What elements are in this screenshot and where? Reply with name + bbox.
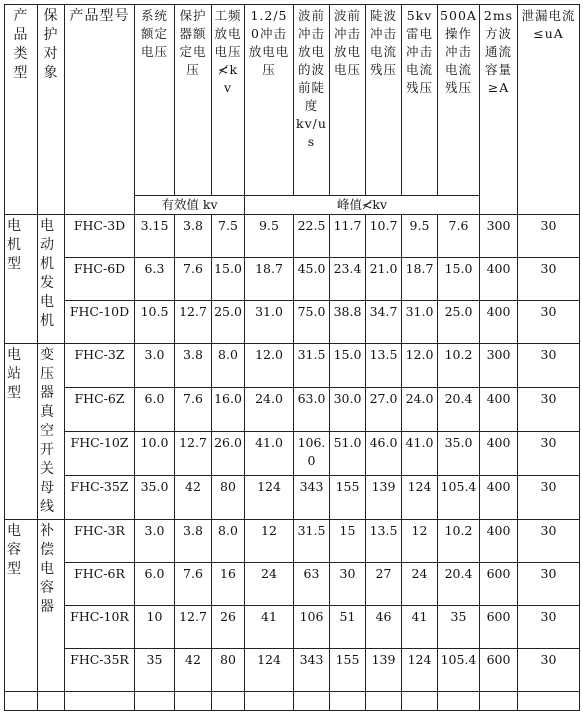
value-cell: 10.5 [135, 301, 175, 344]
value-cell: 300 [480, 215, 518, 258]
header-protection: 保护对象 [38, 5, 65, 215]
value-cell: 106 [294, 606, 330, 649]
empty-cell [480, 692, 518, 711]
value-cell: 20.4 [438, 563, 480, 606]
value-cell: 42 [175, 476, 212, 520]
empty-cell [212, 692, 245, 711]
empty-cell [330, 692, 366, 711]
value-cell: 27.0 [366, 388, 402, 432]
value-cell: 16 [212, 563, 245, 606]
value-cell: 3.8 [175, 215, 212, 258]
header-lightning-residual: 5kv雷电冲击电流残压 [402, 5, 438, 196]
table-row [5, 388, 580, 432]
value-cell: 35.0 [135, 476, 175, 520]
value-cell: 46.0 [366, 432, 402, 476]
model-cell: FHC-6D [65, 258, 135, 301]
value-cell: 155 [330, 476, 366, 520]
product-category: 电机型 [5, 215, 38, 344]
header-wavefront-voltage: 波前冲击放电电压 [330, 5, 366, 196]
header-power-freq: 工频放电电压≮kv [212, 5, 245, 196]
value-cell: 11.7 [330, 215, 366, 258]
table-row [5, 563, 580, 606]
value-cell: 9.5 [245, 215, 294, 258]
value-cell: 10.0 [135, 432, 175, 476]
value-cell: 6.0 [135, 388, 175, 432]
value-cell: 139 [366, 649, 402, 692]
value-cell: 600 [480, 563, 518, 606]
value-cell: 15 [330, 520, 366, 563]
value-cell: 35 [135, 649, 175, 692]
value-cell: 30 [518, 432, 580, 476]
value-cell: 9.5 [402, 215, 438, 258]
value-cell: 16.0 [212, 388, 245, 432]
value-cell: 51.0 [330, 432, 366, 476]
value-cell: 139 [366, 476, 402, 520]
value-cell: 400 [480, 520, 518, 563]
value-cell: 12.7 [175, 432, 212, 476]
value-cell: 18.7 [245, 258, 294, 301]
header-current-capacity: 2ms方波通流容量≥A [480, 5, 518, 215]
protection-target: 电动机发电机 [38, 215, 65, 344]
value-cell: 3.0 [135, 520, 175, 563]
value-cell: 24 [402, 563, 438, 606]
empty-cell [135, 692, 175, 711]
value-cell: 38.8 [330, 301, 366, 344]
value-cell: 15.0 [212, 258, 245, 301]
model-cell: FHC-3Z [65, 344, 135, 388]
value-cell: 106.0 [294, 432, 330, 476]
value-cell: 27 [366, 563, 402, 606]
value-cell: 41.0 [402, 432, 438, 476]
header-leakage: 泄漏电流≤uA [518, 5, 580, 215]
value-cell: 105.4 [438, 476, 480, 520]
value-cell: 12 [245, 520, 294, 563]
value-cell: 30 [518, 215, 580, 258]
value-cell: 41 [402, 606, 438, 649]
value-cell: 24 [245, 563, 294, 606]
table-row [5, 606, 580, 649]
spec-table [4, 4, 580, 711]
value-cell: 30 [518, 476, 580, 520]
header-category: 产品类型 [5, 5, 38, 215]
value-cell: 10.2 [438, 344, 480, 388]
empty-cell [175, 692, 212, 711]
value-cell: 63 [294, 563, 330, 606]
product-category: 电站型 [5, 344, 38, 520]
value-cell: 155 [330, 649, 366, 692]
value-cell: 7.6 [175, 258, 212, 301]
value-cell: 6.3 [135, 258, 175, 301]
empty-cell [518, 692, 580, 711]
value-cell: 12.7 [175, 301, 212, 344]
value-cell: 31.5 [294, 520, 330, 563]
empty-cell [294, 692, 330, 711]
value-cell: 124 [245, 649, 294, 692]
value-cell: 80 [212, 649, 245, 692]
table-row [5, 520, 580, 563]
value-cell: 7.6 [175, 388, 212, 432]
empty-cell [38, 692, 65, 711]
value-cell: 46 [366, 606, 402, 649]
product-category: 电容型 [5, 520, 38, 692]
value-cell: 63.0 [294, 388, 330, 432]
header-steep-residual: 陡波冲击电流残压 [366, 5, 402, 196]
empty-row [5, 692, 580, 711]
value-cell: 8.0 [212, 520, 245, 563]
value-cell: 41 [245, 606, 294, 649]
header-switching-residual: 500A操作冲击电流残压 [438, 5, 480, 196]
header-row [5, 5, 580, 196]
value-cell: 18.7 [402, 258, 438, 301]
header-model: 产品型号 [65, 5, 135, 215]
table-row [5, 344, 580, 388]
value-cell: 7.6 [438, 215, 480, 258]
empty-cell [245, 692, 294, 711]
empty-cell [366, 692, 402, 711]
value-cell: 45.0 [294, 258, 330, 301]
protection-target: 变压器真空开关母线 [38, 344, 65, 520]
value-cell: 75.0 [294, 301, 330, 344]
value-cell: 20.4 [438, 388, 480, 432]
value-cell: 15.0 [438, 258, 480, 301]
value-cell: 124 [245, 476, 294, 520]
value-cell: 21.0 [366, 258, 402, 301]
empty-cell [438, 692, 480, 711]
value-cell: 13.5 [366, 520, 402, 563]
table-row [5, 258, 580, 301]
unit-peak: 峰值≮kv [245, 196, 480, 215]
value-cell: 80 [212, 476, 245, 520]
value-cell: 30 [330, 563, 366, 606]
value-cell: 25.0 [438, 301, 480, 344]
table-row [5, 649, 580, 692]
value-cell: 600 [480, 649, 518, 692]
value-cell: 300 [480, 344, 518, 388]
model-cell: FHC-10D [65, 301, 135, 344]
value-cell: 25.0 [212, 301, 245, 344]
value-cell: 30 [518, 649, 580, 692]
value-cell: 10 [135, 606, 175, 649]
value-cell: 400 [480, 301, 518, 344]
value-cell: 400 [480, 432, 518, 476]
value-cell: 105.4 [438, 649, 480, 692]
value-cell: 30.0 [330, 388, 366, 432]
value-cell: 12.7 [175, 606, 212, 649]
value-cell: 30 [518, 344, 580, 388]
table-row [5, 215, 580, 258]
value-cell: 30 [518, 301, 580, 344]
model-cell: FHC-35R [65, 649, 135, 692]
empty-cell [5, 692, 38, 711]
model-cell: FHC-10R [65, 606, 135, 649]
table-row [5, 301, 580, 344]
header-system-voltage: 系统额定电压 [135, 5, 175, 196]
value-cell: 8.0 [212, 344, 245, 388]
value-cell: 400 [480, 476, 518, 520]
value-cell: 35.0 [438, 432, 480, 476]
value-cell: 400 [480, 258, 518, 301]
value-cell: 35 [438, 606, 480, 649]
value-cell: 7.6 [175, 563, 212, 606]
value-cell: 343 [294, 476, 330, 520]
value-cell: 3.15 [135, 215, 175, 258]
value-cell: 13.5 [366, 344, 402, 388]
value-cell: 42 [175, 649, 212, 692]
value-cell: 30 [518, 258, 580, 301]
value-cell: 3.8 [175, 344, 212, 388]
value-cell: 30 [518, 606, 580, 649]
header-impulse-discharge: 1.2/50冲击放电电压 [245, 5, 294, 196]
value-cell: 30 [518, 563, 580, 606]
header-wavefront-impulse: 波前冲击放电的波前陡度kv/us [294, 5, 330, 196]
value-cell: 51 [330, 606, 366, 649]
value-cell: 26.0 [212, 432, 245, 476]
value-cell: 10.2 [438, 520, 480, 563]
model-cell: FHC-10Z [65, 432, 135, 476]
value-cell: 31.0 [245, 301, 294, 344]
value-cell: 7.5 [212, 215, 245, 258]
protection-target: 补偿电容器 [38, 520, 65, 692]
value-cell: 12.0 [402, 344, 438, 388]
value-cell: 41.0 [245, 432, 294, 476]
model-cell: FHC-6R [65, 563, 135, 606]
table-row [5, 432, 580, 476]
value-cell: 12 [402, 520, 438, 563]
value-cell: 31.5 [294, 344, 330, 388]
value-cell: 31.0 [402, 301, 438, 344]
value-cell: 22.5 [294, 215, 330, 258]
value-cell: 400 [480, 388, 518, 432]
value-cell: 24.0 [402, 388, 438, 432]
model-cell: FHC-3R [65, 520, 135, 563]
value-cell: 124 [402, 476, 438, 520]
value-cell: 10.7 [366, 215, 402, 258]
value-cell: 26 [212, 606, 245, 649]
value-cell: 30 [518, 520, 580, 563]
value-cell: 12.0 [245, 344, 294, 388]
model-cell: FHC-6Z [65, 388, 135, 432]
empty-cell [65, 692, 135, 711]
value-cell: 3.8 [175, 520, 212, 563]
value-cell: 30 [518, 388, 580, 432]
value-cell: 124 [402, 649, 438, 692]
value-cell: 600 [480, 606, 518, 649]
value-cell: 3.0 [135, 344, 175, 388]
model-cell: FHC-35Z [65, 476, 135, 520]
value-cell: 6.0 [135, 563, 175, 606]
header-arrester-voltage: 保护器额定电压 [175, 5, 212, 196]
model-cell: FHC-3D [65, 215, 135, 258]
unit-effective: 有效值 kv [135, 196, 245, 215]
value-cell: 343 [294, 649, 330, 692]
empty-cell [402, 692, 438, 711]
value-cell: 24.0 [245, 388, 294, 432]
value-cell: 15.0 [330, 344, 366, 388]
value-cell: 23.4 [330, 258, 366, 301]
table-row [5, 476, 580, 520]
value-cell: 34.7 [366, 301, 402, 344]
